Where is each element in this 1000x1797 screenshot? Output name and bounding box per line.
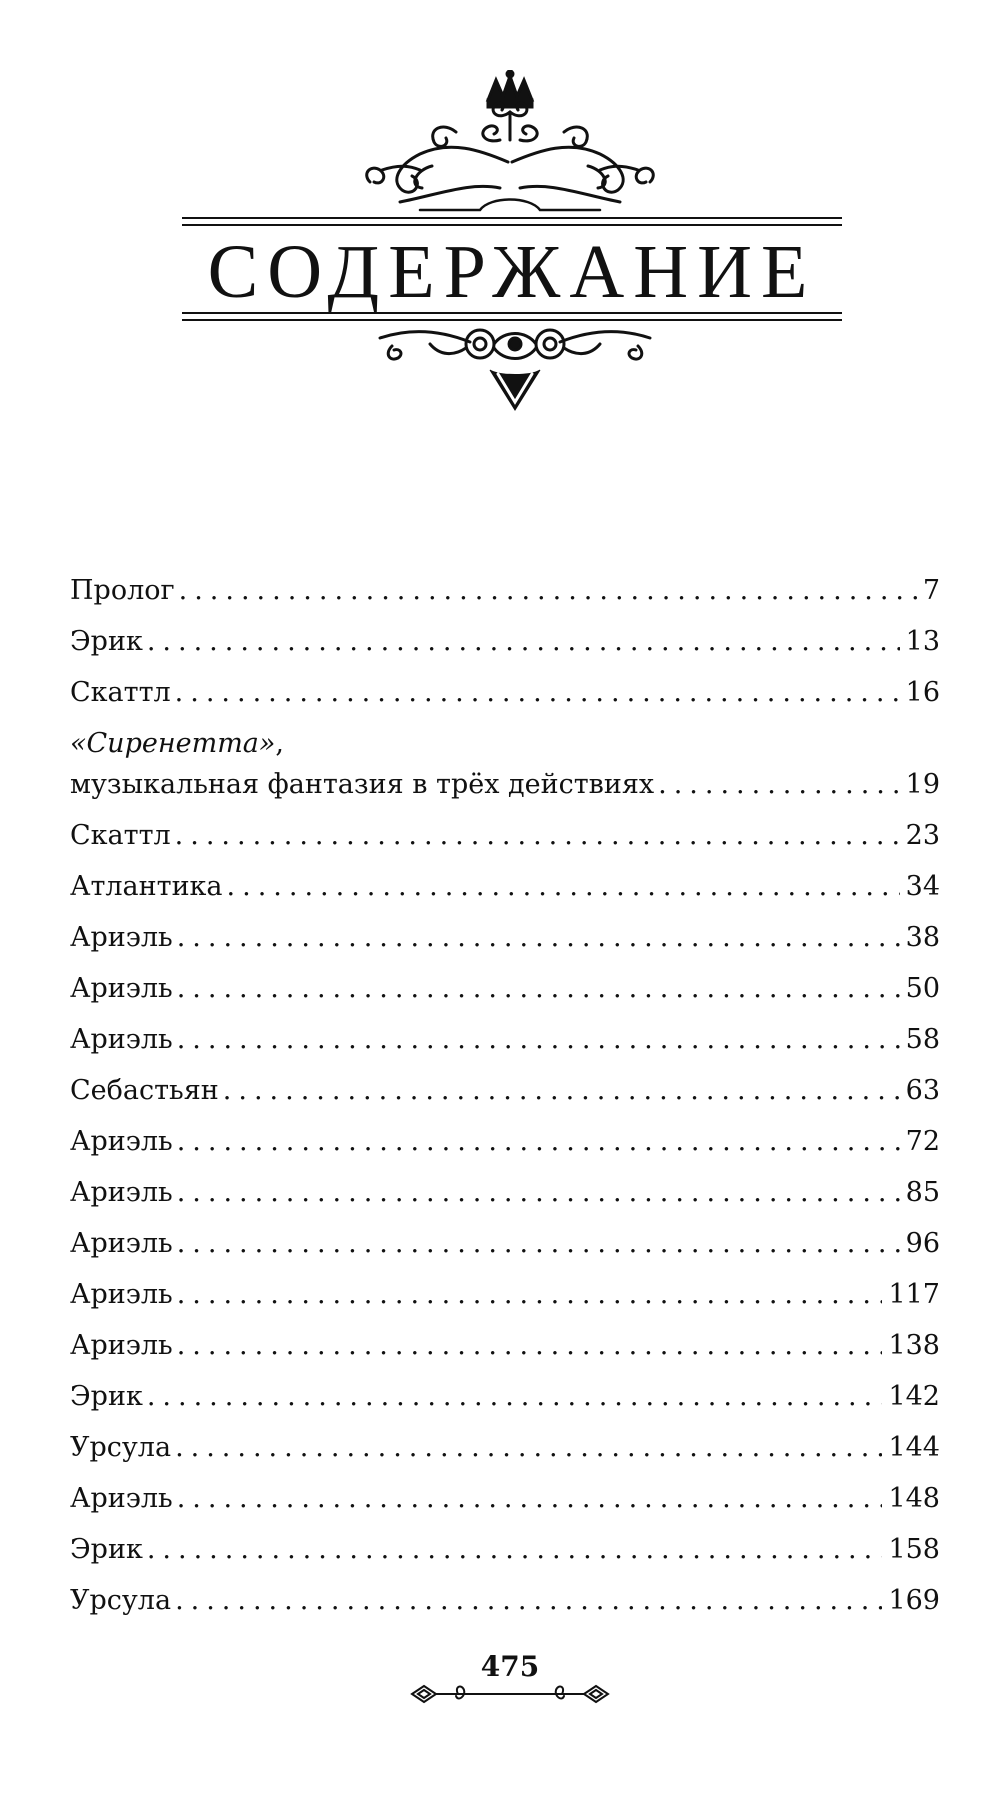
toc-entry-title: Ариэль	[70, 1177, 173, 1208]
toc-entry-page: 138	[888, 1330, 940, 1361]
toc-entry[interactable]	[70, 1020, 940, 1071]
dot-leader	[175, 1581, 882, 1621]
toc-entry-page: 34	[905, 871, 940, 902]
toc-entry-page: 144	[888, 1432, 940, 1463]
dot-leader	[177, 1122, 900, 1162]
toc-entry[interactable]	[70, 1581, 940, 1632]
title-rule-bottom-outer	[182, 319, 842, 321]
toc-entry-title: Ариэль	[70, 1330, 173, 1361]
title-rule-bottom-inner	[182, 312, 842, 314]
toc-entry-title: Ариэль	[70, 1126, 173, 1157]
toc-entry-title: Урсула	[70, 1585, 172, 1616]
toc-entry-title: Пролог	[70, 575, 175, 606]
toc-entry-title: Себастьян	[70, 1075, 219, 1106]
folio-flourish-icon	[410, 1682, 610, 1706]
toc-entry-page: 7	[922, 575, 940, 606]
flourish-ornament-icon	[370, 322, 660, 414]
page-footer	[410, 1650, 610, 1710]
dot-leader	[658, 765, 900, 805]
toc-entry-page: 58	[905, 1024, 940, 1055]
page-number: 475	[480, 1650, 540, 1683]
table-of-contents	[70, 571, 940, 1632]
dot-leader	[177, 1275, 883, 1315]
toc-entry[interactable]	[70, 1530, 940, 1581]
dot-leader	[177, 918, 900, 958]
toc-entry-title: Ариэль	[70, 1228, 173, 1259]
dot-leader	[175, 816, 900, 856]
toc-entry-subtitle: музыкальная фантазия в трёх действиях	[70, 769, 655, 800]
toc-entry-title: Эрик	[70, 1381, 143, 1412]
toc-entry[interactable]	[70, 1173, 940, 1224]
toc-entry[interactable]	[70, 816, 940, 867]
toc-entry-page: 72	[905, 1126, 940, 1157]
toc-entry[interactable]	[70, 1275, 940, 1326]
toc-entry[interactable]	[70, 1224, 940, 1275]
toc-entry[interactable]	[70, 622, 940, 673]
dot-leader	[223, 1071, 900, 1111]
toc-entry[interactable]	[70, 1326, 940, 1377]
toc-entry-page: 13	[905, 626, 940, 657]
toc-entry-page: 96	[905, 1228, 940, 1259]
toc-entry-title: Ариэль	[70, 922, 173, 953]
dot-leader	[175, 1428, 882, 1468]
toc-entry-title: Скаттл	[70, 820, 171, 851]
dot-leader	[147, 622, 900, 662]
toc-entry-title: Ариэль	[70, 1279, 173, 1310]
dot-leader	[227, 867, 900, 907]
toc-entry-title-line[interactable]	[70, 724, 940, 765]
toc-entry-page: 158	[888, 1534, 940, 1565]
toc-entry-title: Эрик	[70, 626, 143, 657]
dot-leader	[179, 571, 917, 611]
toc-entry-page: 117	[888, 1279, 940, 1310]
toc-entry[interactable]	[70, 1122, 940, 1173]
toc-entry-page: 85	[905, 1177, 940, 1208]
toc-entry-page: 169	[888, 1585, 940, 1616]
crown-scroll-ornament-icon	[360, 70, 660, 220]
dot-leader	[177, 1224, 900, 1264]
dot-leader	[177, 1173, 900, 1213]
toc-entry-page: 19	[905, 769, 940, 800]
toc-entry-page: 142	[888, 1381, 940, 1412]
toc-entry[interactable]	[70, 1479, 940, 1530]
toc-entry[interactable]	[70, 867, 940, 918]
toc-entry-title: Ариэль	[70, 973, 173, 1004]
toc-entry-title: Атлантика	[70, 871, 223, 902]
toc-entry-page: 23	[905, 820, 940, 851]
title-rule-top-outer	[182, 217, 842, 219]
dot-leader	[177, 1326, 883, 1366]
title-frame	[182, 217, 842, 325]
toc-entry-page: 38	[905, 922, 940, 953]
dot-leader	[177, 969, 900, 1009]
dot-leader	[175, 673, 900, 713]
toc-entry[interactable]	[70, 1377, 940, 1428]
toc-entry-page: 148	[888, 1483, 940, 1514]
title-rule-top-inner	[182, 224, 842, 226]
toc-entry-title: Ариэль	[70, 1024, 173, 1055]
toc-entry-page: 50	[905, 973, 940, 1004]
toc-entry[interactable]	[70, 765, 940, 816]
toc-entry-page: 63	[905, 1075, 940, 1106]
toc-entry[interactable]	[70, 571, 940, 622]
toc-entry-title: Эрик	[70, 1534, 143, 1565]
dot-leader	[147, 1377, 883, 1417]
toc-entry[interactable]	[70, 918, 940, 969]
toc-entry-title-suffix: ,	[275, 728, 285, 759]
toc-entry-title: Скаттл	[70, 677, 171, 708]
toc-entry-title: Урсула	[70, 1432, 172, 1463]
toc-entry-title-italic: «Сиренетта»	[70, 728, 276, 759]
toc-entry-page: 16	[905, 677, 940, 708]
dot-leader	[177, 1479, 883, 1519]
page-title: СОДЕРЖАНИЕ	[207, 230, 817, 314]
toc-entry[interactable]	[70, 1428, 940, 1479]
dot-leader	[177, 1020, 900, 1060]
toc-entry[interactable]	[70, 1071, 940, 1122]
toc-entry-title: Ариэль	[70, 1483, 173, 1514]
dot-leader	[147, 1530, 883, 1570]
toc-entry[interactable]	[70, 673, 940, 724]
toc-entry[interactable]	[70, 969, 940, 1020]
